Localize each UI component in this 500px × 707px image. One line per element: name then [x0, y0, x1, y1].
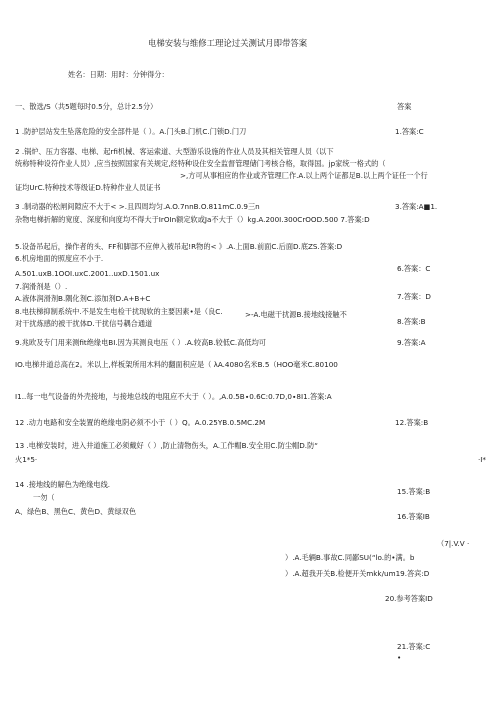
question-line: 2 .锅炉、压力容器、电梯、起rfi机械、客运索道、大型游乐设施的作业人员及其相关管理人员（以下	[15, 147, 334, 156]
question-line: 6.机房地面的照度应不小于.	[15, 254, 104, 263]
question-line: 杂物电梯折解的宽度、深度和向度均不得大于IrOIn额定软或Ja不大于（）kg.A.200I.300CrOOD.500 7.答案:D	[15, 215, 370, 224]
answer-entry: 3.答案:A■1.	[395, 202, 438, 211]
question-line: 证均UrC.特种技术等级证D.特种作业人员证书	[15, 183, 161, 192]
question-line: >,方可从事相应的作业或齐管理匚作.A.以上两个证都足B.以上两个证任一个行	[180, 171, 428, 180]
question-line: 5.设备吊起后，操作者的头、FF和脚部不应伸入被吊起!R物的< 》.A.上面B.前面C.后面D.底ZS.答案:D	[15, 242, 343, 251]
answer-entry: 1.答案:C	[395, 127, 424, 136]
answer-entry: •	[397, 653, 402, 662]
text-fragment: ）.A.毛辆B.事故C.同鄙SU(“lo.的•满。b	[285, 553, 415, 562]
question-line: 3 .制动器的松闸间隙应不大于< >.且四周均匀.A.O.7nnB.O.811mC.0.9三n	[15, 202, 260, 211]
question-line: A.液体润滑剂B.隅化剂C.添加剂D.A+B+C	[15, 294, 151, 303]
answer-entry: 8.答案:B	[397, 317, 426, 326]
question-line: 火1*5·	[15, 455, 38, 464]
question-line: 9.兆欧及专门用来测fit绝缘电BI.因为其测良电压（ ）.A.较高B.较低C.高低均可	[15, 338, 266, 347]
question-line: 1 .防护层站发生坠落危险的安全部件是（ ）。A.门头B.门机C.门锁D.门刀	[15, 127, 247, 136]
question-line: 12 .动力电路和安全装置的绝缘电阴必须不小于（ ）Q。A.0.25YB.0.5MC.2M	[15, 418, 266, 427]
question-line: IO.电梯井道总高在2。米以上,样板架所用木料的翻面积应是（ λA.4080名米B.5（HOO毫米C.80100	[15, 360, 338, 369]
question-line: 对干扰炼感的被干扰体D.干扰信号耦合通道	[15, 319, 153, 328]
answer-column-heading: 答案	[397, 102, 412, 111]
question-line: 13 .电梯安装时，进入井道施工必须戴好（ ）,防止清物伤头，A.工作帽B.安全用C.防尘帽D.防“	[15, 441, 318, 450]
question-line: I1..每一电气设备的外壳接地，与接地总线的电阻应不大于（ ）。,A.0.5B∙0.6C:0.7D,0∙8I1.答案:A	[15, 392, 332, 401]
answer-entry: 9.答案:A	[397, 338, 426, 347]
question-line: >-A.电磁干扰源B.接地线接触不	[245, 310, 347, 319]
text-fragment: （7|.V.V ·	[437, 539, 470, 548]
question-line: A.501.uxB.1OOI.uxC.2001..uxD.1501.ux	[15, 269, 160, 278]
question-line: 7.润滑剂是（）.	[15, 282, 68, 291]
answer-entry: 21.答案:C	[397, 642, 431, 651]
question-line: 8.电扶梯抑制系统中.不是发生电检干扰现软的主要因素•是（良C.	[15, 307, 223, 316]
question-line: 统称特种设符作业人员）,应当按照国家有关规定,经特种设住安全监督管理储门考核合格，取得国。jp家统一格式的（	[15, 159, 386, 168]
question-line: 一勿（	[33, 493, 55, 502]
candidate-info-line: 姓名：日期：用时：分钟得分：	[68, 70, 169, 79]
question-line: A、绿色B、黑色C、黄色D、黄绿双色	[15, 507, 137, 516]
document-title: 电梯安装与维修工理论过关测试月即带答案	[148, 38, 308, 48]
text-fragment: ）.A.超我开关B.检便开关mkk/um19.答宾:D	[285, 569, 430, 578]
answer-entry: 15.答案:B	[397, 487, 431, 496]
question-line: 14 .接地线的解色为绝缘电线.	[15, 480, 111, 489]
answer-entry: 7.答案：D	[397, 292, 431, 301]
answer-entry: 16.答案IB	[397, 512, 430, 521]
answer-entry: 12.答案:B	[395, 418, 429, 427]
question-line: ·I*	[478, 455, 486, 464]
section-heading: 一、散选/S（共5题每时0.5分，总计2.5分）	[15, 102, 158, 111]
answer-entry: 6.答案：C	[397, 264, 431, 273]
answer-entry: 20.参考答案ID	[385, 594, 433, 603]
